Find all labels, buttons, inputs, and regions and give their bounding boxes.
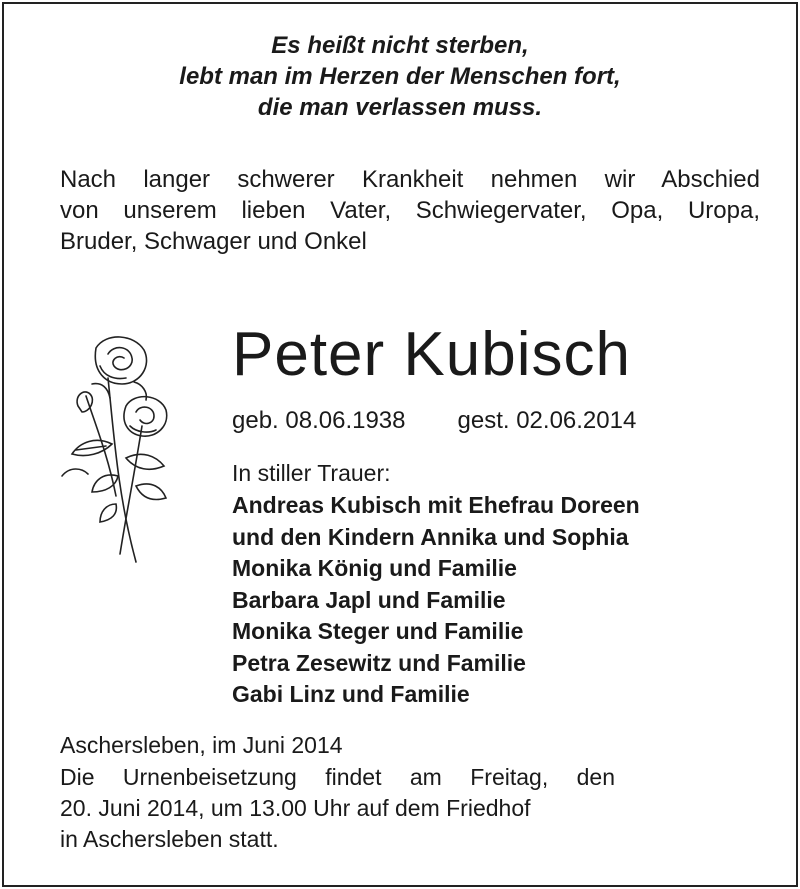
place-and-date: Aschersleben, im Juni 2014 (60, 732, 343, 758)
life-dates (232, 406, 636, 436)
mourners-list (232, 490, 640, 711)
mourner-line: Barbara Japl und Familie (232, 586, 506, 613)
deceased-name: Peter Kubisch (232, 320, 631, 389)
mourner-line: und den Kindern Annika und Sophia (232, 523, 629, 550)
burial-line: 20. Juni 2014, um 13.00 Uhr auf dem Friedhof (60, 795, 531, 821)
farewell-text (60, 164, 760, 257)
mourner-line: Monika König und Familie (232, 555, 517, 581)
quote-line: lebt man im Herzen der Menschen fort, (179, 63, 621, 90)
mourning-heading: In stiller Trauer: (232, 460, 391, 486)
farewell-line: Bruder, Schwager und Onkel (60, 228, 367, 255)
burial-line: in Aschersleben statt. (60, 826, 279, 852)
death-date: gest. 02.06.2014 (457, 407, 637, 434)
burial-notice (60, 762, 615, 855)
mourner-line: Gabi Linz und Familie (232, 681, 470, 707)
mourner-line: Petra Zesewitz und Familie (232, 649, 526, 676)
rose-illustration-icon (56, 326, 176, 566)
mourner-line: Andreas Kubisch mit Ehefrau Doreen (232, 492, 640, 518)
farewell-line: von unserem lieben Vater, Schwiegervater, Opa, Uropa, (60, 197, 760, 224)
farewell-line: Nach langer schwerer Krankheit nehmen wir Abschied (60, 166, 760, 193)
quote-line: die man verlassen muss. (257, 94, 543, 121)
mourner-line: Monika Steger und Familie (232, 618, 524, 644)
burial-line: Die Urnenbeisetzung findet am Freitag, den (60, 764, 615, 790)
birth-date: geb. 08.06.1938 (232, 407, 406, 434)
quote-line: Es heißt nicht sterben, (271, 32, 529, 59)
memorial-quote (0, 30, 800, 123)
